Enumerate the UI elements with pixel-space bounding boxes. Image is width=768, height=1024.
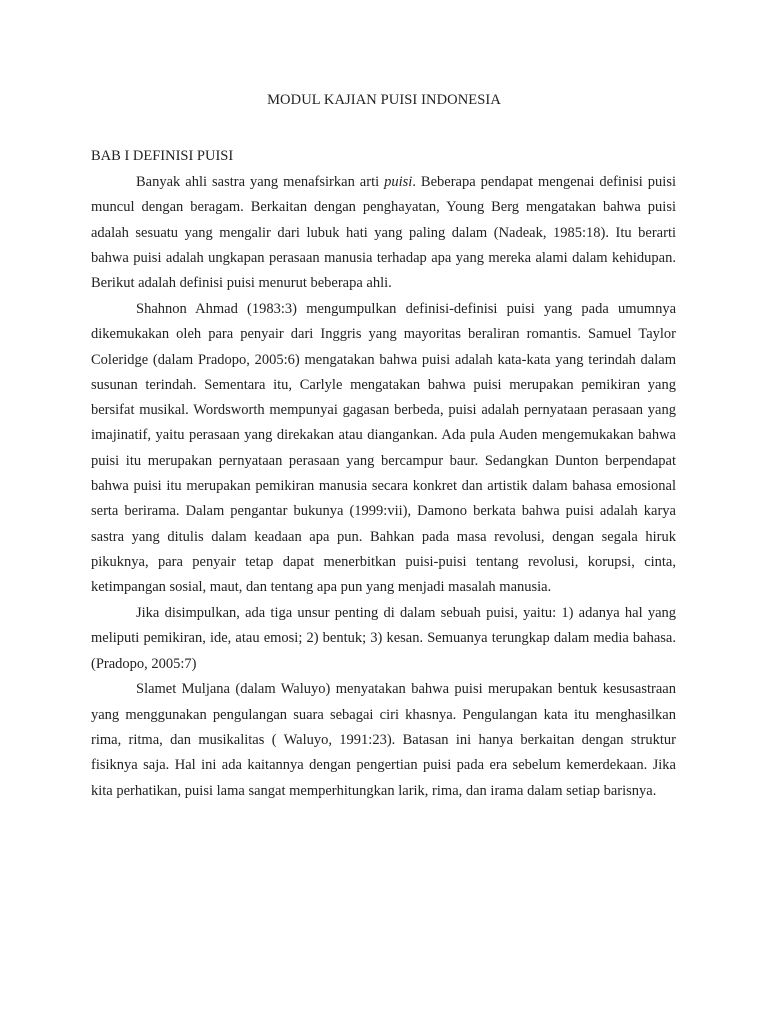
paragraph-1-before: Banyak ahli sastra yang menafsirkan arti (136, 174, 385, 190)
paragraph-1-after: . Beberapa pendapat mengenai definisi puisi muncul dengan beragam. Berkaitan dengan penghayatan, Young Berg mengatakan bahwa puisi adalah sesuatu yang mengalir dari lubuk hati yang paling dalam (Nadeak, 1985:18). Itu berarti bahwa puisi adalah ungkapan perasaan manusia terhadap apa yang mereka alami dalam kehidupan. Berikut adalah definisi puisi menurut beberapa ahli. (91, 174, 676, 292)
paragraph-3: Jika disimpulkan, ada tiga unsur penting di dalam sebuah puisi, yaitu: 1) adanya hal yang meliputi pemikiran, ide, atau emosi; 2) bentuk; 3) kesan. Semuanya terungkap dalam media bahasa. (Pradopo, 2005:7) (91, 605, 676, 672)
paragraph-2: Shahnon Ahmad (1983:3) mengumpulkan definisi-definisi puisi yang pada umumnya dikemukakan oleh para penyair dari Inggris yang mayoritas beraliran romantis. Samuel Taylor Coleridge (dalam Pradopo, 2005:6) mengatakan bahwa puisi adalah kata-kata yang terindah dalam susunan terindah. Sementara itu, Carlyle mengatakan bahwa puisi merupakan pemikiran yang bersifat musikal. Wordsworth mempunyai gagasan berbeda, puisi adalah pernyataan perasaan yang imajinatif, yaitu perasaan yang direkakan atau diangankan. Ada pula Auden mengemukakan bahwa puisi itu merupakan pernyataan perasaan yang bercampur baur. Sedangkan Dunton berpendapat bahwa puisi itu merupakan pemikiran manusia secara konkret dan artistik dalam bahasa emosional serta berirama. Dalam pengantar bukunya (1999:vii), Damono berkata bahwa puisi adalah karya sastra yang ditulis dalam keadaan apa pun. Bahkan pada masa revolusi, dengan segala hiruk pikuknya, para penyair tetap dapat menerbitkan puisi-puisi tentang revolusi, korupsi, cinta, ketimpangan sosial, maut, dan tentang apa pun yang menjadi masalah manusia. (91, 300, 676, 596)
paragraph-4: Slamet Muljana (dalam Waluyo) menyatakan bahwa puisi merupakan bentuk kesusastraan yang menggunakan pengulangan suara sebagai ciri khasnya. Pengulangan kata itu menghasilkan rima, ritma, dan musikalitas ( Waluyo, 1991:23). Batasan ini hanya berkaitan dengan struktur fisiknya saja. Hal ini ada kaitannya dengan pengertian puisi pada era sebelum kemerdekaan. Jika kita perhatikan, puisi lama sangat memperhitungkan larik, rima, dan irama dalam setiap barisnya. (91, 681, 676, 799)
chapter-heading: BAB I DEFINISI PUISI (91, 148, 234, 164)
body-text (91, 170, 676, 804)
paragraph-1-italic-term: puisi (384, 174, 413, 190)
paragraph-1 (91, 170, 676, 296)
document-title: MODUL KAJIAN PUISI INDONESIA (267, 92, 501, 108)
